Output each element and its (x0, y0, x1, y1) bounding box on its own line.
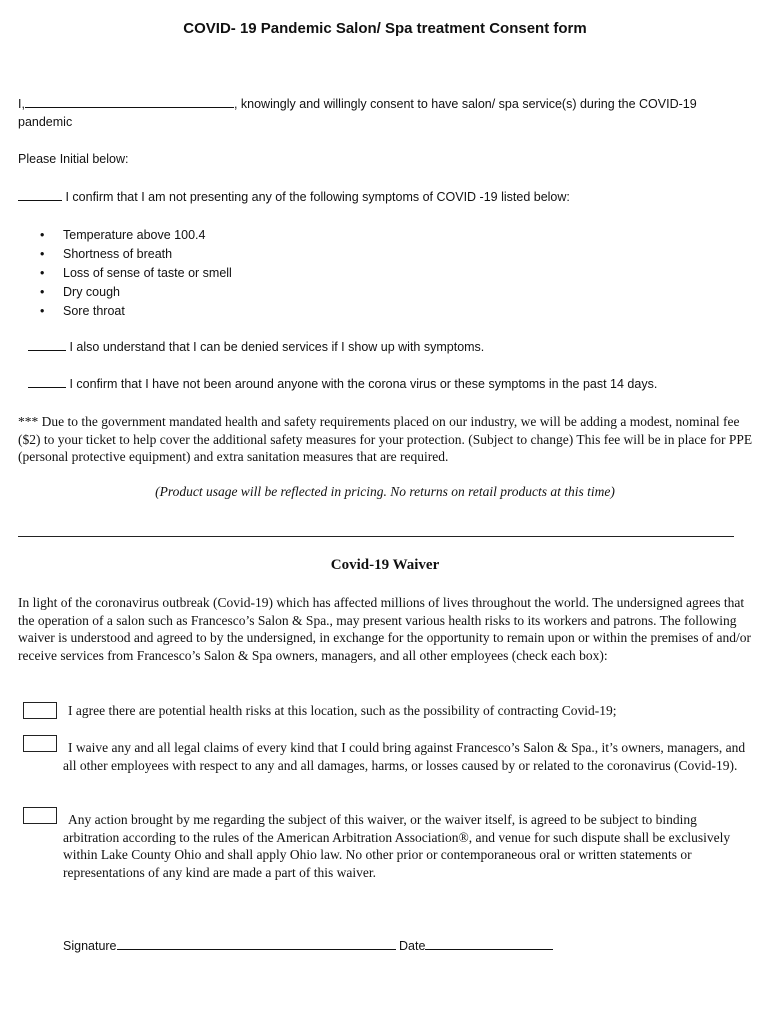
consent-suffix: , knowingly and willingly consent to have salon/ spa service(s) during the COVID-19 (233, 97, 697, 111)
fee-notice: *** Due to the government mandated health and safety requirements placed on our industry, we will be adding a modest, nominal fee ($2) to your ticket to help cover the additional safety measures for your protection. (Subject to change) This fee will be in place for PPE (personal protective equipment) and extra sanitation measures that are required. (18, 414, 753, 465)
page-title: COVID- 19 Pandemic Salon/ Spa treatment Consent form (183, 20, 587, 37)
initial-field-understand[interactable] (28, 339, 66, 351)
list-item: • Dry cough (40, 283, 232, 302)
initial-field-exposure[interactable] (28, 376, 66, 388)
consent-line2: pandemic (18, 115, 73, 129)
waiver-heading: Covid-19 Waiver (330, 557, 440, 573)
list-item: • Temperature above 100.4 (40, 226, 232, 245)
understand-text: I also understand that I can be denied services if I show up with symptoms. (69, 340, 485, 354)
list-item: • Loss of sense of taste or smell (40, 264, 232, 283)
list-item: • Shortness of breath (40, 245, 232, 264)
date-field[interactable] (425, 938, 553, 950)
signature-line (63, 938, 553, 953)
product-note: (Product usage will be reflected in pricing. No returns on retail products at this time) (155, 484, 615, 499)
not-around-line (28, 376, 657, 391)
confirm-symptoms-line (18, 189, 570, 204)
not-around-text: I confirm that I have not been around anyone with the corona virus or these symptoms in the past 14 days. (69, 377, 658, 391)
initial-prompt: Please Initial below: (18, 152, 129, 166)
date-label: Date (399, 939, 426, 953)
signature-label: Signature (63, 939, 117, 953)
waiver-checkbox-2[interactable] (23, 735, 57, 752)
name-field[interactable] (25, 96, 234, 108)
understand-line (28, 339, 484, 354)
confirm-symptoms-text: I confirm that I am not presenting any of the following symptoms of COVID -19 listed below: (65, 190, 570, 204)
divider (18, 536, 734, 537)
list-item: • Sore throat (40, 302, 232, 321)
initial-field-symptoms[interactable] (18, 189, 62, 201)
waiver-checkbox-3[interactable] (23, 807, 57, 824)
waiver-intro: In light of the coronavirus outbreak (Covid-19) which has affected millions of lives throughout the world. The undersigned agrees that the operation of a salon such as Francesco’s Salon & Spa., may present various health risks to its workers and patrons. The following waiver is understood and agreed to by the undersigned, in exchange for the opportunity to remain upon or within the premises of and/or receive services from Francesco’s Salon & Spa owners, managers, and all other employees (check each box): (18, 595, 751, 663)
waiver-item-2: I waive any and all legal claims of every kind that I could bring against Francesco’s Salon & Spa., it’s owners, managers, and all other employees with respect to any and all damages, harms, or losses caused by or related to the coronavirus (Covid-19). (63, 740, 746, 773)
consent-prefix: I, (18, 97, 25, 111)
waiver-item-1: I agree there are potential health risks at this location, such as the possibility of contracting Covid-19; (68, 703, 617, 718)
consent-line (18, 96, 697, 111)
waiver-item-3: Any action brought by me regarding the subject of this waiver, or the waiver itself, is agreed to be subject to binding arbitration according to the rules of the American Arbitration Association®, and venue for such dispute shall be exclusively within Lake County Ohio and shall apply Ohio law. No other prior or contemporaneous oral or written statements or representations of any kind are made a part of this waiver. (63, 812, 731, 880)
signature-field[interactable] (117, 938, 396, 950)
symptom-list (40, 226, 232, 321)
waiver-checkbox-1[interactable] (23, 702, 57, 719)
